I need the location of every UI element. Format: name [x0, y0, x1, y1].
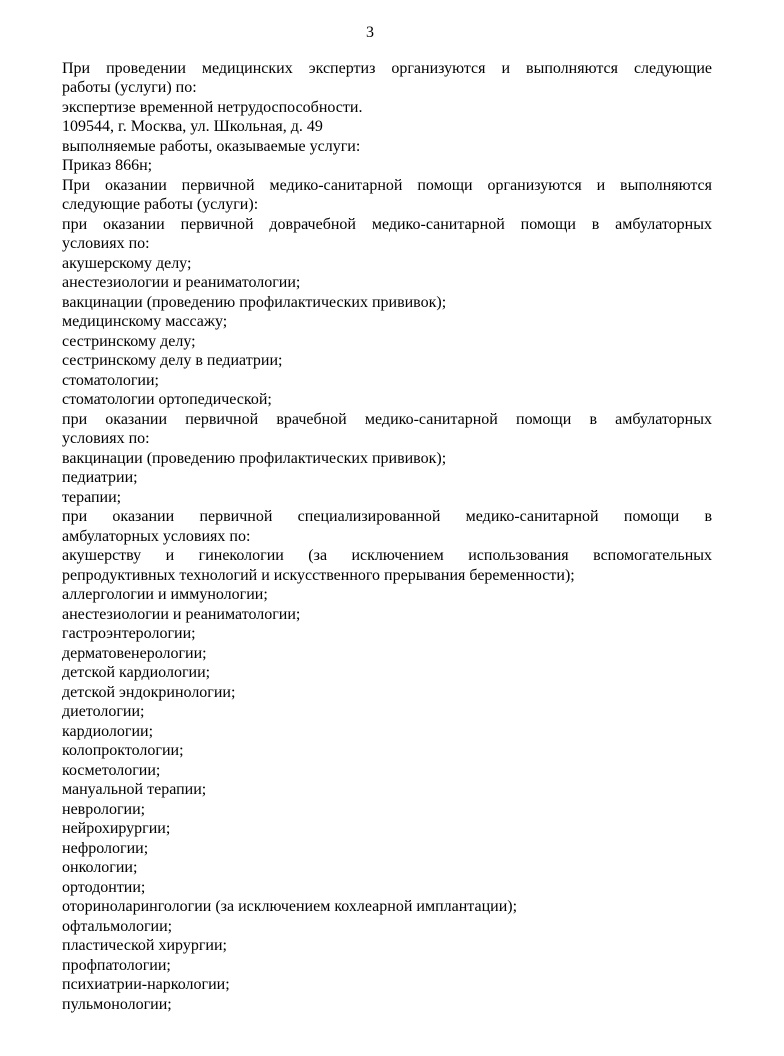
paragraph-line: при оказании первичной доврачебной медико-санитарной помощи в амбулаторных [62, 215, 712, 233]
paragraph-line: 109544, г. Москва, ул. Школьная, д. 49 [62, 118, 323, 135]
list-item-line: сестринскому делу; [62, 332, 196, 350]
paragraph-line: репродуктивных технологий и искусственного прерывания беременности); [62, 566, 575, 584]
paragraph-line: При оказании первичной медико-санитарной помощи организуются и выполняются [62, 176, 712, 194]
list-item-line: колопроктологии; [62, 742, 184, 759]
page-number: 3 [366, 24, 374, 41]
list-item-line: оториноларингологии (за исключением кохлеарной имплантации); [62, 898, 518, 915]
list-item-line: вакцинации (проведению профилактических прививок); [62, 449, 447, 467]
list-item-line: нефрологии; [62, 839, 149, 857]
list-item-line: акушерскому делу; [62, 254, 192, 272]
list-item-line: нейрохирургии; [62, 820, 171, 837]
paragraph-line: амбулаторных условиях по: [62, 527, 251, 545]
list-item-line: психиатрии-наркологии; [62, 976, 230, 993]
list-item-line: анестезиологии и реаниматологии; [62, 605, 301, 623]
list-item-line: детской кардиологии; [62, 664, 211, 681]
paragraph-line: Приказ 866н; [62, 157, 153, 174]
list-item-line: офтальмологии; [62, 917, 173, 935]
list-item-line: пульмонологии; [62, 995, 172, 1013]
paragraph-line: работы (услуги) по: [62, 79, 197, 96]
list-item-line: онкологии; [62, 859, 138, 876]
list-item-line: педиатрии; [62, 469, 138, 486]
document-body [62, 59, 712, 1015]
list-item-line: терапии; [62, 488, 122, 506]
list-item-line: медицинскому массажу; [62, 313, 228, 330]
paragraph-line: При проведении медицинских экспертиз организуются и выполняются следующие [62, 59, 712, 77]
paragraph-line: выполняемые работы, оказываемые услуги: [62, 137, 361, 155]
list-item-line: ортодонтии; [62, 878, 146, 896]
list-item-line: акушерству и гинекологии (за исключением использования вспомогательных [62, 547, 712, 564]
paragraph-line: при оказании первичной специализированной медико-санитарной помощи в [62, 508, 712, 525]
list-item-line: профпатологии; [62, 956, 171, 974]
paragraph-line: условиях по: [62, 430, 150, 447]
paragraph-line: следующие работы (услуги): [62, 196, 259, 213]
list-item-line: мануальной терапии; [62, 781, 207, 798]
paragraph-line: экспертизе временной нетрудоспособности. [62, 98, 363, 116]
list-item-line: стоматологии ортопедической; [62, 391, 272, 408]
list-item-line: кардиологии; [62, 722, 154, 740]
list-item-line: дерматовенерологии; [62, 644, 207, 662]
list-item-line: неврологии; [62, 800, 146, 818]
list-item-line: диетологии; [62, 703, 145, 720]
paragraph-line: при оказании первичной врачебной медико-санитарной помощи в амбулаторных [62, 410, 712, 428]
list-item-line: вакцинации (проведению профилактических прививок); [62, 293, 447, 311]
list-item-line: сестринскому делу в педиатрии; [62, 352, 283, 369]
list-item-line: стоматологии; [62, 371, 159, 389]
list-item-line: аллергологии и иммунологии; [62, 586, 268, 603]
paragraph-line: условиях по: [62, 235, 150, 252]
list-item-line: анестезиологии и реаниматологии; [62, 274, 301, 291]
list-item-line: косметологии; [62, 761, 161, 779]
list-item-line: детской эндокринологии; [62, 683, 236, 701]
list-item-line: пластической хирургии; [62, 937, 227, 954]
list-item-line: гастроэнтерологии; [62, 625, 196, 642]
